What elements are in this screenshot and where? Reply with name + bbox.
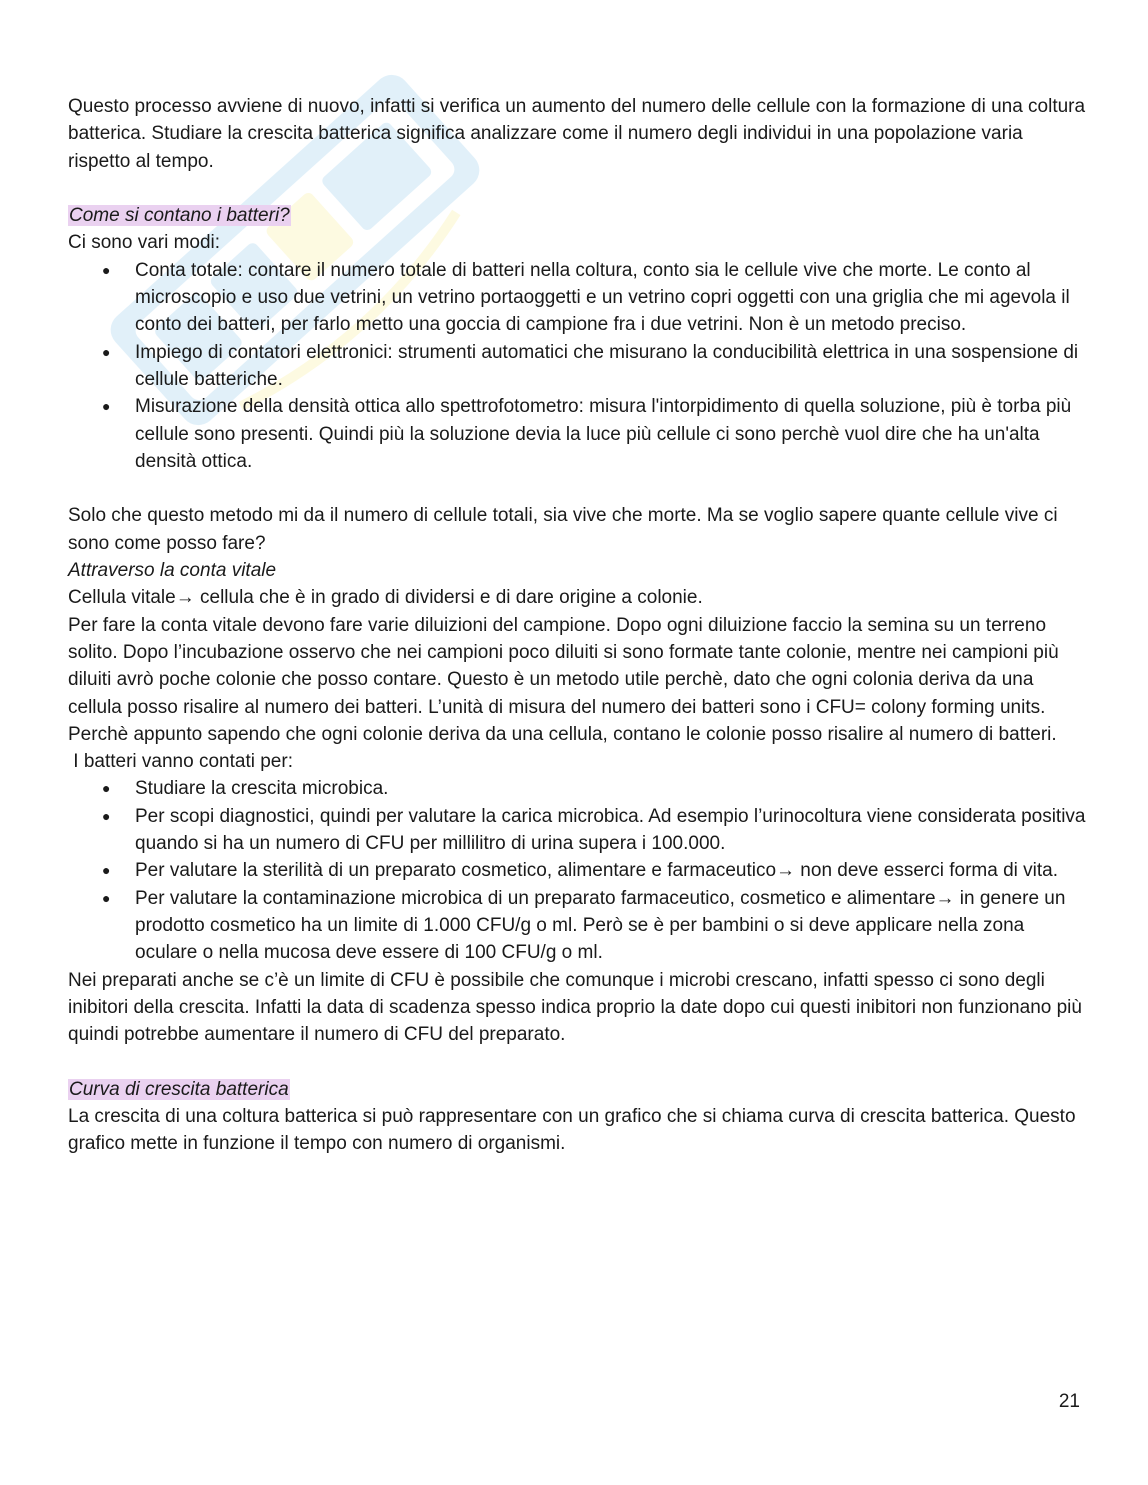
counting-methods-list xyxy=(68,257,1088,475)
list-item: ● Studiare la crescita microbica. xyxy=(135,775,1088,802)
viable-explanation: Per fare la conta vitale devono fare varie diluizioni del campione. Dopo ogni diluizione faccio la semina su un terreno solito. Dopo l’incubazione osservo che nei campioni poco diluiti si sono formate tante colonie, mentre nei campioni più diluiti avrò poche colonie che posso contare. Questo è un metodo utile perchè, dato che ogni colonia deriva da una cellula posso risalire al numero dei batteri. L’unità di misura del numero dei batteri sono i CFU= colony forming units. Perchè appunto sapendo che ogni colonie deriva da una cellula, contano le colonie posso risalire al numero di batteri. xyxy=(68,614,1059,745)
list-item: ● Conta totale: contare il numero totale di batteri nella coltura, conto sia le cellule vive che morte. Le conto al microscopio e uso due vetrini, un vetrino portaoggetti e un vetrino copri oggetti con una griglia che mi agevola il conto dei batteri, per farlo metto una goccia di campione fra i due vetrini. Non è un metodo preciso. xyxy=(135,257,1088,339)
purposes-intro: I batteri vanno contati per: xyxy=(68,751,293,773)
page-number: 21 xyxy=(1058,1391,1080,1412)
list-item: ● Per valutare la sterilità di un preparato cosmetico, alimentare e farmaceutico→ non deve esserci forma di vita. xyxy=(135,857,1088,884)
counting-heading-text: Come si contano i batteri? xyxy=(69,205,290,227)
viable-heading: Attraverso la conta vitale xyxy=(68,560,277,582)
list-item: ● Per scopi diagnostici, quindi per valutare la carica microbica. Ad esempio l’urinocoltura viene considerata positiva quando si ha un numero di CFU per millilitro di urina supera i 100.000. xyxy=(135,803,1088,858)
curve-heading xyxy=(68,1076,1088,1103)
viable-definition: Cellula vitale→ cellula che è in grado di dividersi e di dare origine a colonie. xyxy=(68,587,703,609)
curve-heading-text: Curva di crescita batterica xyxy=(69,1078,289,1100)
list-item: ● Per valutare la contaminazione microbica di un preparato farmaceutico, cosmetico e alimentare→ in genere un prodotto cosmetico ha un limite di 1.000 CFU/g o ml. Però se è per bambini o si deve applicare nella zona oculare o nella mucosa deve essere di 100 CFU/g o ml. xyxy=(135,885,1088,967)
viable-closing: Nei preparati anche se c’è un limite di CFU è possibile che comunque i microbi crescano, infatti spesso ci sono degli inibitori della crescita. Infatti la data di scadenza spesso indica proprio la date dopo cui questi inibitori non funzionano più quindi potrebbe aumentare il numero di CFU del preparato. xyxy=(68,969,1082,1046)
curve-text: La crescita di una coltura batterica si può rappresentare con un grafico che si chiama curva di crescita batterica. Questo grafico mette in funzione il tempo con numero di organismi. xyxy=(68,1105,1076,1155)
list-item: ● Misurazione della densità ottica allo spettrofotometro: misura l'intorpidimento di quella soluzione, più è torba più cellule sono presenti. Quindi più la soluzione devia la luce più cellule ci sono perchè vuol dire che ha un'alta densità ottica. xyxy=(135,393,1088,475)
list-item: ● Impiego di contatori elettronici: strumenti automatici che misurano la conducibilità elettrica in una sospensione di cellule batteriche. xyxy=(135,339,1088,394)
document-body xyxy=(68,93,1088,1158)
intro-paragraph: Questo processo avviene di nuovo, infatti si verifica un aumento del numero delle cellule con la formazione di una coltura batterica. Studiare la crescita batterica significa analizzare come il numero degli individui in una popolazione varia rispetto al tempo. xyxy=(68,96,1086,172)
purposes-list xyxy=(68,775,1088,966)
counting-intro: Ci sono vari modi: xyxy=(68,232,221,254)
viable-question: Solo che questo metodo mi da il numero di cellule totali, sia vive che morte. Ma se voglio sapere quante cellule vive ci sono come posso fare? xyxy=(68,505,1058,554)
counting-heading xyxy=(68,202,1088,229)
